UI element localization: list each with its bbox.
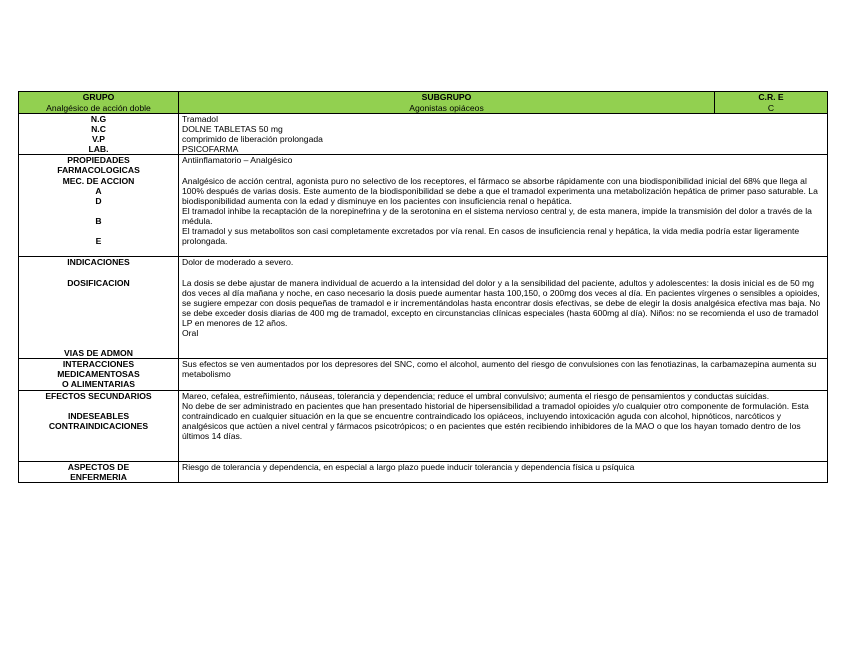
enfermeria-value: Riesgo de tolerancia y dependencia, en especial a largo plazo puede inducir tolerancia y dependencia física u psíquica — [179, 462, 828, 483]
indicaciones-labels — [19, 257, 179, 359]
value-propiedades: Antiinflamatorio – Analgésico — [182, 155, 293, 166]
label-contraindicaciones: CONTRAINDICACIONES — [48, 420, 149, 431]
label-propiedades: PROPIEDADES — [67, 155, 130, 166]
grupo-cell — [19, 92, 179, 114]
label-lab: LAB. — [88, 144, 109, 155]
label-enfermeria: ENFERMERIA — [70, 472, 127, 483]
label-d: D — [95, 195, 102, 206]
label-vias: VIAS DE ADMON — [64, 348, 133, 359]
value-mec-a-d: Analgésico de acción central, agonista puro no selectivo de los receptores, el fármaco se absorbe rápidamente con una biodisponibilidad inicial del 68% que llega al 100% después de varias dosis. Este aumento de la biodisponibilidad se debe a que el tramadol experimenta una metabolización hepática de primer paso saturable. La biodisponibilidad aumenta con la edad y disminuye en los pacientes con insuficiencia renal o hepática. — [182, 175, 818, 206]
label-interacciones: INTERACCIONES — [62, 359, 135, 370]
value-vias: Oral — [182, 327, 199, 338]
label-indicaciones: INDICACIONES — [67, 257, 130, 268]
propiedades-labels — [19, 155, 179, 257]
enfermeria-labels — [19, 462, 179, 483]
label-e: E — [95, 236, 102, 247]
header-row — [19, 92, 828, 114]
value-ng: Tramadol — [182, 114, 218, 124]
label-ng: N.G — [90, 114, 107, 124]
efectos-values — [179, 390, 828, 462]
indicaciones-row — [19, 257, 828, 359]
cre-cell — [715, 92, 828, 114]
value-efectos: Mareo, cefalea, estreñimiento, náuseas, tolerancia y dependencia; reduce el umbral convulsivo; aumenta el riesgo de pensamientos y conductas suicidas. — [182, 390, 770, 401]
drug-card-table — [18, 91, 828, 483]
value-lab: PSICOFARMA — [182, 144, 239, 155]
cre-label: C.R. E — [758, 92, 784, 102]
label-medicamentosas: MEDICAMENTOSAS — [57, 369, 140, 380]
subgrupo-value: Agonistas opiáceos — [409, 102, 484, 113]
label-indeseables: INDESEABLES — [67, 410, 130, 421]
label-dosificacion: DOSIFICACION — [67, 277, 130, 288]
indicaciones-values — [179, 257, 828, 359]
cre-value: C — [767, 102, 775, 113]
identificacion-values — [179, 114, 828, 155]
propiedades-row — [19, 155, 828, 257]
label-mec-accion: MEC. DE ACCION — [62, 175, 135, 186]
label-alimentarias: O ALIMENTARIAS — [61, 379, 136, 390]
value-nc: DOLNE TABLETAS 50 mg — [182, 124, 283, 135]
value-vp: comprimido de liberación prolongada — [182, 134, 323, 145]
value-b: El tramadol inhibe la recaptación de la norepinefrina y de la serotonina en el sistema nervioso central y, de esta manera, impide la transmisión del dolor a través de la médula. — [182, 205, 812, 226]
label-b: B — [95, 215, 102, 226]
grupo-value: Analgésico de acción doble — [46, 102, 151, 113]
label-nc: N.C — [91, 124, 106, 135]
interacciones-row — [19, 359, 828, 390]
value-e: El tramadol y sus metabolitos son casi completamente excretados por vía renal. En casos de insuficiencia renal y hepática, la vida media podría estar ligeramente prolongada. — [182, 226, 800, 247]
propiedades-values — [179, 155, 828, 257]
label-efectos: EFECTOS SECUNDARIOS — [45, 390, 152, 401]
value-indicaciones: Dolor de moderado a severo. — [182, 257, 294, 268]
enfermeria-row — [19, 462, 828, 483]
identificacion-labels — [19, 114, 179, 155]
interacciones-value: Sus efectos se ven aumentados por los depresores del SNC, como el alcohol, aumento del riesgo de convulsiones con las fenotiazinas, la carbamazepina aumenta su metabolismo — [179, 359, 828, 390]
efectos-labels — [19, 390, 179, 462]
label-aspectos: ASPECTOS DE — [67, 462, 130, 473]
value-dosificacion: La dosis se debe ajustar de manera individual de acuerdo a la intensidad del dolor y a la sensibilidad del paciente, adultos y adolescentes: la dosis inicial es de 50 mg dos veces al día mañana y noche, en caso necesario la dosis puede aumentar hasta 100,150, o 200mg dos veces al día. En pacientes vírgenes o sensibles a opioides, se sugiere empezar con dosis pequeñas de tramadol e ir incrementándolas hasta encontrar dosis efectivas, se debe de elegir la dosis analgésica efectiva mas baja. No se debe exceder dosis diarias de 400 mg de tramadol, excepto en circunstancias clínicas especiales (hasta 600mg al día). Niños: no se recomienda el uso de tramadol LP en menores de 12 años. — [182, 277, 821, 328]
efectos-row — [19, 390, 828, 462]
identificacion-row — [19, 114, 828, 155]
label-farmacologicas: FARMACOLOGICAS — [57, 165, 140, 176]
interacciones-labels — [19, 359, 179, 390]
value-contraindicaciones: No debe de ser administrado en pacientes que han presentado historial de hipersensibilidad a tramadol opioides y/o cualquier otro componente de formulación. Esta contraindicado en cualquier situación en la que se encuentre contraindicado los opiáceos, incluyendo intoxicación aguda con alcohol, hipnóticos, narcóticos y analgésicos que actúen a nivel central y fármacos psicotrópicos; o en pacientes que estén recibiendo inhibidores de la MAO o que los hayan tomado dentro de los últimos 14 días. — [182, 400, 809, 441]
label-a: A — [95, 185, 102, 196]
subgrupo-label: SUBGRUPO — [421, 92, 472, 102]
subgrupo-cell — [179, 92, 715, 114]
grupo-label: GRUPO — [82, 92, 115, 102]
label-vp: V.P — [91, 134, 106, 145]
